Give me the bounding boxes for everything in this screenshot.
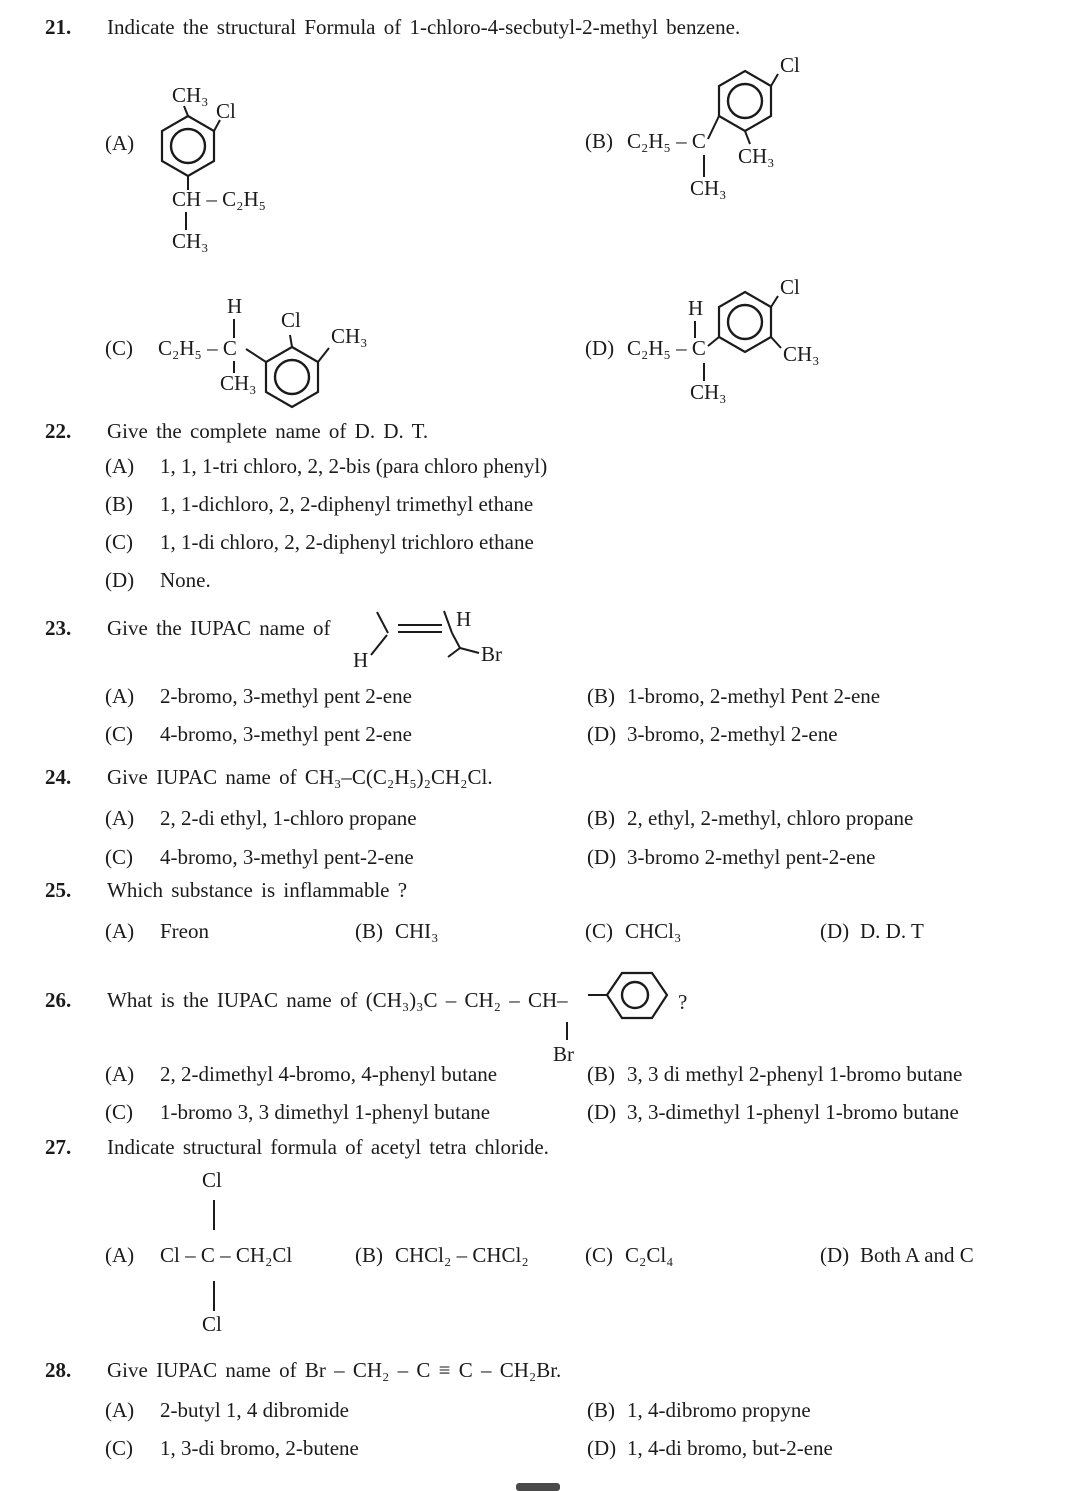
atom-label-h-right: H <box>456 607 472 631</box>
option-text: 1-bromo, 2-methyl Pent 2-ene <box>627 684 881 708</box>
q27-option-b <box>355 1243 529 1267</box>
bond-vertical <box>566 1022 568 1040</box>
bond <box>452 633 460 648</box>
question-25-number: 25. <box>45 878 72 902</box>
question-26-text: What is the IUPAC name of (CH₃)₃C – CH₂ – CH– <box>107 988 568 1012</box>
bond <box>771 296 778 307</box>
question-23-number: 23. <box>45 616 72 640</box>
bond <box>708 337 719 346</box>
page-number-cropped <box>516 1483 560 1491</box>
option-text: 1, 1-di chloro, 2, 2-diphenyl trichloro ethane <box>160 530 534 554</box>
q24-option-a <box>105 806 417 830</box>
bond <box>290 335 292 347</box>
option-label: (A) <box>105 1398 135 1422</box>
option-text: 2, ethyl, 2-methyl, chloro propane <box>627 806 914 830</box>
option-label: (A) <box>105 131 135 155</box>
bond <box>745 131 750 144</box>
option-label: (C) <box>585 919 613 943</box>
bond-vertical <box>213 1281 215 1311</box>
q25-option-c <box>585 919 681 943</box>
option-label: (C) <box>105 1436 133 1460</box>
aromatic-circle <box>275 360 309 394</box>
question-26-number: 26. <box>45 988 72 1012</box>
atom-label-h-left: H <box>353 648 369 672</box>
option-text: None. <box>160 568 211 592</box>
option-text: 1, 3-di bromo, 2-butene <box>160 1436 359 1460</box>
bond <box>448 648 460 657</box>
option-text: 1-bromo 3, 3 dimethyl 1-phenyl butane <box>160 1100 491 1124</box>
q27-cl-top: Cl <box>202 1168 222 1192</box>
q28-option-c <box>105 1436 359 1460</box>
option-text: D. D. T <box>860 919 924 943</box>
option-text: 3, 3-dimethyl 1-phenyl 1-bromo butane <box>627 1100 959 1124</box>
question-28-text: Give IUPAC name of Br – CH₂ – C ≡ C – CH₂Br. <box>107 1358 562 1382</box>
atom-label-ch3-top: CH₃ <box>172 83 209 107</box>
benzene-ring <box>607 973 667 1018</box>
option-text: 2, 2-dimethyl 4-bromo, 4-phenyl butane <box>160 1062 498 1086</box>
option-label: (D) <box>105 568 135 592</box>
option-text: CHI₃ <box>395 919 439 943</box>
option-text: 1, 1-dichloro, 2, 2-diphenyl trimethyl ethane <box>160 492 534 516</box>
option-label: (C) <box>105 530 133 554</box>
atom-label-cl: Cl <box>780 53 800 77</box>
option-text: 1, 1, 1-tri chloro, 2, 2-bis (para chloro phenyl) <box>160 454 548 478</box>
option-text: 4-bromo, 3-methyl pent 2-ene <box>160 722 412 746</box>
q23-option-d <box>587 722 838 746</box>
atom-label-ch3-bottom: CH₃ <box>690 176 727 200</box>
benzene-ring <box>719 71 771 131</box>
q28-option-a <box>105 1398 349 1422</box>
q27-cl-bottom: Cl <box>202 1312 222 1336</box>
q22-option-d <box>105 568 211 592</box>
q28-option-b <box>587 1398 811 1422</box>
question-24-text: Give IUPAC name of CH₃–C(C₂H₅)₂CH₂Cl. <box>107 765 493 789</box>
atom-label-ch3-ring: CH₃ <box>738 144 775 168</box>
option-label: (D) <box>820 1243 850 1267</box>
option-label: (B) <box>587 684 615 708</box>
aromatic-circle <box>171 129 205 163</box>
aromatic-circle <box>622 982 648 1008</box>
q25-option-a <box>105 919 209 943</box>
q23-option-a <box>105 684 412 708</box>
question-28-number: 28. <box>45 1358 72 1382</box>
question-21-number: 21. <box>45 15 72 39</box>
option-label: (D) <box>587 722 617 746</box>
q25-option-b <box>355 919 439 943</box>
bond-vertical <box>213 1200 215 1230</box>
option-label: (C) <box>105 845 133 869</box>
q24-option-b <box>587 806 913 830</box>
question-22-text: Give the complete name of D. D. T. <box>107 419 429 443</box>
q26-option-b <box>587 1062 962 1086</box>
option-text: Cl – C – CH₂Cl <box>160 1243 293 1267</box>
option-text: 3-bromo, 2-methyl 2-ene <box>627 722 838 746</box>
bond <box>444 611 452 633</box>
option-label: (B) <box>587 806 615 830</box>
q26-question-mark: ? <box>678 990 688 1014</box>
atom-label-ch3-ring: CH₃ <box>783 342 820 366</box>
q22-option-b <box>105 492 533 516</box>
atom-label-ch3-bottom: CH₃ <box>172 229 209 253</box>
option-label: (D) <box>820 919 850 943</box>
bond <box>246 349 266 362</box>
option-text: 2-bromo, 3-methyl pent 2-ene <box>160 684 412 708</box>
atom-label-br: Br <box>481 642 502 666</box>
chain-label: C₂H₅ – C <box>627 129 706 153</box>
option-label: (B) <box>355 919 383 943</box>
bond <box>371 635 387 655</box>
atom-label-cl: Cl <box>780 275 800 299</box>
q23-option-b <box>587 684 880 708</box>
bond <box>377 612 388 633</box>
chain-label: C₂H₅ – C <box>158 336 237 360</box>
option-label: (A) <box>105 919 135 943</box>
atom-label-ch3-ring: CH₃ <box>331 324 368 348</box>
q26-option-c <box>105 1100 490 1124</box>
option-label: (A) <box>105 1062 135 1086</box>
option-label: (B) <box>355 1243 383 1267</box>
q24-option-c <box>105 845 414 869</box>
q22-option-c <box>105 530 534 554</box>
q27-option-c <box>585 1243 674 1267</box>
chain-label: CH – C₂H₅ <box>172 187 266 211</box>
question-24-number: 24. <box>45 765 72 789</box>
atom-label-cl: Cl <box>216 99 236 123</box>
aromatic-circle <box>728 84 762 118</box>
option-label: (B) <box>587 1062 615 1086</box>
option-text: Both A and C <box>860 1243 974 1267</box>
benzene-ring <box>266 347 318 407</box>
question-23-text: Give the IUPAC name of <box>107 616 331 640</box>
structure-q26-phenyl-ring <box>604 966 674 1028</box>
option-label: (A) <box>105 1243 135 1267</box>
q25-option-d <box>820 919 924 943</box>
option-label: (D) <box>587 845 617 869</box>
bond <box>708 116 719 139</box>
structure-q21-option-c <box>100 293 400 423</box>
option-label: (C) <box>105 1100 133 1124</box>
q24-option-d <box>587 845 875 869</box>
option-text: 2, 2-di ethyl, 1-chloro propane <box>160 806 417 830</box>
option-label: (D) <box>587 1436 617 1460</box>
q27-option-d <box>820 1243 974 1267</box>
option-text: 2-butyl 1, 4 dibromide <box>160 1398 349 1422</box>
option-text: CHCl₃ <box>625 919 682 943</box>
structure-q21-option-b <box>580 53 870 218</box>
option-label: (D) <box>587 1100 617 1124</box>
option-text: Freon <box>160 919 209 943</box>
bond <box>771 337 781 348</box>
option-text: 3, 3 di methyl 2-phenyl 1-bromo butane <box>627 1062 963 1086</box>
question-27-number: 27. <box>45 1135 72 1159</box>
structure-q23-alkene <box>340 593 540 683</box>
bond <box>771 74 778 86</box>
option-label: (C) <box>105 336 133 360</box>
bond <box>318 348 329 362</box>
option-text: CHCl₂ – CHCl₂ <box>395 1243 529 1267</box>
structure-q21-option-d <box>580 273 880 413</box>
option-label: (A) <box>105 454 135 478</box>
option-text: 4-bromo, 3-methyl pent-2-ene <box>160 845 414 869</box>
q26-br-label: Br <box>553 1042 574 1066</box>
q27-option-a <box>105 1243 292 1267</box>
option-text: 1, 4-dibromo propyne <box>627 1398 811 1422</box>
option-text: 1, 4-di bromo, but-2-ene <box>627 1436 833 1460</box>
q26-option-d <box>587 1100 959 1124</box>
aromatic-circle <box>728 305 762 339</box>
option-label: (D) <box>585 336 615 360</box>
option-label: (C) <box>105 722 133 746</box>
option-label: (A) <box>105 806 135 830</box>
atom-label-h: H <box>688 296 704 320</box>
q26-option-a <box>105 1062 497 1086</box>
q23-option-c <box>105 722 412 746</box>
atom-label-ch3-chain: CH₃ <box>690 380 727 404</box>
option-label: (A) <box>105 684 135 708</box>
q22-option-a <box>105 454 547 478</box>
option-label: (B) <box>105 492 133 516</box>
option-label: (C) <box>585 1243 613 1267</box>
option-label: (B) <box>585 129 613 153</box>
option-text: 3-bromo 2-methyl pent-2-ene <box>627 845 876 869</box>
bond <box>460 648 479 653</box>
atom-label-h: H <box>227 294 243 318</box>
option-text: C₂Cl₄ <box>625 1243 674 1267</box>
question-21-text: Indicate the structural Formula of 1-chloro-4-secbutyl-2-methyl benzene. <box>107 15 741 39</box>
bond <box>184 106 188 116</box>
atom-label-cl: Cl <box>281 308 301 332</box>
atom-label-ch3-chain: CH₃ <box>220 371 257 395</box>
benzene-ring <box>719 292 771 352</box>
question-25-text: Which substance is inflammable ? <box>107 878 408 902</box>
option-label: (B) <box>587 1398 615 1422</box>
structure-q21-option-a <box>100 66 320 266</box>
question-22-number: 22. <box>45 419 72 443</box>
question-27-text: Indicate structural formula of acetyl tetra chloride. <box>107 1135 549 1159</box>
chain-label: C₂H₅ – C <box>627 336 706 360</box>
q28-option-d <box>587 1436 833 1460</box>
